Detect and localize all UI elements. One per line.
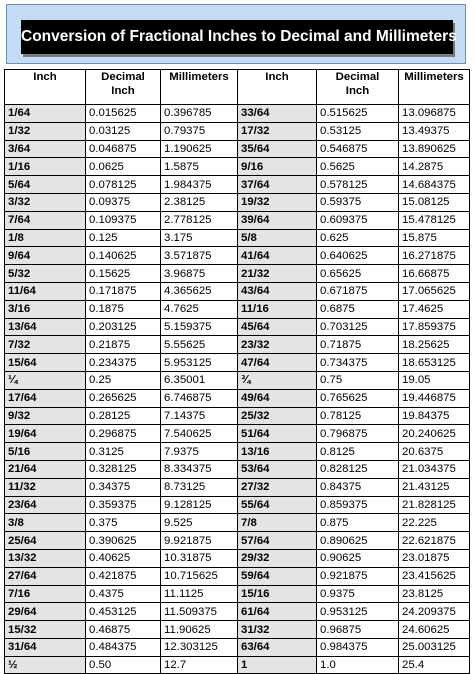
cell-decimal: 0.90625 bbox=[317, 549, 399, 567]
cell-decimal: 0.140625 bbox=[86, 247, 161, 265]
cell-decimal: 0.546875 bbox=[317, 140, 399, 158]
cell-decimal: 0.0625 bbox=[86, 158, 161, 176]
cell-inch: 29/64 bbox=[5, 603, 86, 621]
cell-inch: 3/64 bbox=[5, 140, 86, 158]
cell-mm: 20.240625 bbox=[399, 425, 470, 443]
cell-mm: 18.25625 bbox=[399, 336, 470, 354]
cell-mm: 3.96875 bbox=[161, 265, 238, 283]
cell-decimal: 0.3125 bbox=[86, 443, 161, 461]
cell-mm: 5.55625 bbox=[161, 336, 238, 354]
cell-inch: 37/64 bbox=[238, 176, 317, 194]
table-row bbox=[5, 585, 470, 603]
cell-decimal: 0.890625 bbox=[317, 532, 399, 550]
table-row bbox=[5, 603, 470, 621]
cell-inch: 19/64 bbox=[5, 425, 86, 443]
cell-inch: ¾ bbox=[238, 371, 317, 389]
table-row bbox=[5, 193, 470, 211]
cell-mm: 4.7625 bbox=[161, 300, 238, 318]
cell-mm: 15.875 bbox=[399, 229, 470, 247]
header-decimal-line1: Decimal bbox=[101, 71, 145, 83]
cell-decimal: 0.703125 bbox=[317, 318, 399, 336]
cell-mm: 16.66875 bbox=[399, 265, 470, 283]
cell-mm: 14.684375 bbox=[399, 176, 470, 194]
cell-mm: 11.509375 bbox=[161, 603, 238, 621]
cell-mm: 5.159375 bbox=[161, 318, 238, 336]
cell-decimal: 0.515625 bbox=[317, 105, 399, 123]
cell-mm: 4.365625 bbox=[161, 282, 238, 300]
cell-decimal: 0.234375 bbox=[86, 354, 161, 372]
cell-mm: 7.540625 bbox=[161, 425, 238, 443]
cell-decimal: 0.96875 bbox=[317, 621, 399, 639]
cell-inch: 27/32 bbox=[238, 478, 317, 496]
cell-decimal: 0.78125 bbox=[317, 407, 399, 425]
cell-mm: 13.890625 bbox=[399, 140, 470, 158]
cell-decimal: 0.375 bbox=[86, 514, 161, 532]
cell-decimal: 0.625 bbox=[317, 229, 399, 247]
table-row bbox=[5, 567, 470, 585]
cell-mm: 13.096875 bbox=[399, 105, 470, 123]
cell-inch: 17/64 bbox=[5, 389, 86, 407]
cell-decimal: 0.1875 bbox=[86, 300, 161, 318]
cell-mm: 6.35001 bbox=[161, 371, 238, 389]
cell-inch: 23/64 bbox=[5, 496, 86, 514]
cell-decimal: 0.453125 bbox=[86, 603, 161, 621]
cell-inch: 59/64 bbox=[238, 567, 317, 585]
cell-inch: 11/32 bbox=[5, 478, 86, 496]
cell-mm: 7.14375 bbox=[161, 407, 238, 425]
table-row bbox=[5, 265, 470, 283]
cell-inch: 21/64 bbox=[5, 460, 86, 478]
cell-mm: 16.271875 bbox=[399, 247, 470, 265]
cell-mm: 2.38125 bbox=[161, 193, 238, 211]
table-row bbox=[5, 211, 470, 229]
cell-inch: 3/16 bbox=[5, 300, 86, 318]
cell-inch: 51/64 bbox=[238, 425, 317, 443]
header-inch-right: Inch bbox=[238, 70, 317, 105]
table-row bbox=[5, 176, 470, 194]
cell-mm: 24.209375 bbox=[399, 603, 470, 621]
cell-inch: 3/32 bbox=[5, 193, 86, 211]
table-row bbox=[5, 443, 470, 461]
cell-decimal: 0.390625 bbox=[86, 532, 161, 550]
table-row bbox=[5, 478, 470, 496]
cell-mm: 22.225 bbox=[399, 514, 470, 532]
cell-inch: 7/16 bbox=[5, 585, 86, 603]
table-row bbox=[5, 460, 470, 478]
cell-mm: 9.128125 bbox=[161, 496, 238, 514]
cell-inch: 31/32 bbox=[238, 621, 317, 639]
header-decimal-right bbox=[317, 70, 399, 105]
table-row bbox=[5, 656, 470, 673]
cell-decimal: 0.578125 bbox=[317, 176, 399, 194]
table-row bbox=[5, 532, 470, 550]
cell-decimal: 0.40625 bbox=[86, 549, 161, 567]
cell-mm: 25.4 bbox=[399, 656, 470, 673]
cell-decimal: 0.765625 bbox=[317, 389, 399, 407]
cell-mm: 14.2875 bbox=[399, 158, 470, 176]
cell-inch: 13/64 bbox=[5, 318, 86, 336]
cell-inch: 3/8 bbox=[5, 514, 86, 532]
table-row bbox=[5, 638, 470, 656]
cell-inch: 7/64 bbox=[5, 211, 86, 229]
cell-decimal: 0.328125 bbox=[86, 460, 161, 478]
cell-decimal: 0.8125 bbox=[317, 443, 399, 461]
cell-inch: 27/64 bbox=[5, 567, 86, 585]
cell-decimal: 0.25 bbox=[86, 371, 161, 389]
cell-decimal: 1.0 bbox=[317, 656, 399, 673]
table-row bbox=[5, 549, 470, 567]
cell-decimal: 0.015625 bbox=[86, 105, 161, 123]
cell-inch: 13/32 bbox=[5, 549, 86, 567]
cell-inch: 5/32 bbox=[5, 265, 86, 283]
cell-mm: 5.953125 bbox=[161, 354, 238, 372]
table-row bbox=[5, 514, 470, 532]
cell-decimal: 0.265625 bbox=[86, 389, 161, 407]
cell-decimal: 0.84375 bbox=[317, 478, 399, 496]
cell-mm: 8.73125 bbox=[161, 478, 238, 496]
header-inch-left: Inch bbox=[5, 70, 86, 105]
table-row bbox=[5, 158, 470, 176]
cell-inch: 1/32 bbox=[5, 122, 86, 140]
cell-decimal: 0.6875 bbox=[317, 300, 399, 318]
cell-inch: 7/32 bbox=[5, 336, 86, 354]
cell-inch: 15/16 bbox=[238, 585, 317, 603]
cell-decimal: 0.65625 bbox=[317, 265, 399, 283]
cell-decimal: 0.921875 bbox=[317, 567, 399, 585]
cell-mm: 17.4625 bbox=[399, 300, 470, 318]
cell-mm: 15.478125 bbox=[399, 211, 470, 229]
cell-inch: 11/16 bbox=[238, 300, 317, 318]
cell-inch: 9/64 bbox=[5, 247, 86, 265]
cell-inch: 1/8 bbox=[5, 229, 86, 247]
table-row bbox=[5, 229, 470, 247]
cell-decimal: 0.796875 bbox=[317, 425, 399, 443]
cell-mm: 1.190625 bbox=[161, 140, 238, 158]
cell-inch: 5/64 bbox=[5, 176, 86, 194]
cell-mm: 24.60625 bbox=[399, 621, 470, 639]
cell-decimal: 0.9375 bbox=[317, 585, 399, 603]
header-decimal-line2: Inch bbox=[111, 85, 135, 97]
cell-inch: 29/32 bbox=[238, 549, 317, 567]
cell-mm: 0.79375 bbox=[161, 122, 238, 140]
cell-mm: 20.6375 bbox=[399, 443, 470, 461]
cell-mm: 1.5875 bbox=[161, 158, 238, 176]
cell-mm: 23.415625 bbox=[399, 567, 470, 585]
table-row bbox=[5, 122, 470, 140]
table-row bbox=[5, 318, 470, 336]
cell-decimal: 0.984375 bbox=[317, 638, 399, 656]
cell-inch: 61/64 bbox=[238, 603, 317, 621]
cell-mm: 12.303125 bbox=[161, 638, 238, 656]
cell-decimal: 0.609375 bbox=[317, 211, 399, 229]
cell-mm: 13.49375 bbox=[399, 122, 470, 140]
header-decimal-left bbox=[86, 70, 161, 105]
cell-inch: 13/16 bbox=[238, 443, 317, 461]
cell-decimal: 0.078125 bbox=[86, 176, 161, 194]
page-title: Conversion of Fractional Inches to Decimal and Millimeters bbox=[21, 20, 453, 54]
table-row bbox=[5, 105, 470, 123]
header-decimal-line2: Inch bbox=[345, 85, 370, 97]
table-header-row bbox=[5, 70, 470, 105]
cell-mm: 3.175 bbox=[161, 229, 238, 247]
cell-inch: 1 bbox=[238, 656, 317, 673]
cell-mm: 23.8125 bbox=[399, 585, 470, 603]
cell-mm: 17.065625 bbox=[399, 282, 470, 300]
cell-mm: 19.84375 bbox=[399, 407, 470, 425]
cell-mm: 22.621875 bbox=[399, 532, 470, 550]
cell-mm: 21.828125 bbox=[399, 496, 470, 514]
cell-inch: 45/64 bbox=[238, 318, 317, 336]
cell-inch: 57/64 bbox=[238, 532, 317, 550]
cell-inch: 9/32 bbox=[5, 407, 86, 425]
cell-mm: 17.859375 bbox=[399, 318, 470, 336]
cell-mm: 3.571875 bbox=[161, 247, 238, 265]
cell-mm: 19.05 bbox=[399, 371, 470, 389]
cell-inch: 35/64 bbox=[238, 140, 317, 158]
conversion-table bbox=[4, 69, 470, 674]
cell-decimal: 0.171875 bbox=[86, 282, 161, 300]
cell-inch: 53/64 bbox=[238, 460, 317, 478]
cell-decimal: 0.59375 bbox=[317, 193, 399, 211]
table-row bbox=[5, 282, 470, 300]
cell-mm: 9.921875 bbox=[161, 532, 238, 550]
cell-decimal: 0.75 bbox=[317, 371, 399, 389]
cell-mm: 11.90625 bbox=[161, 621, 238, 639]
cell-inch: 25/64 bbox=[5, 532, 86, 550]
cell-mm: 15.08125 bbox=[399, 193, 470, 211]
cell-decimal: 0.46875 bbox=[86, 621, 161, 639]
cell-mm: 21.034375 bbox=[399, 460, 470, 478]
cell-mm: 8.334375 bbox=[161, 460, 238, 478]
cell-decimal: 0.71875 bbox=[317, 336, 399, 354]
cell-decimal: 0.671875 bbox=[317, 282, 399, 300]
cell-decimal: 0.046875 bbox=[86, 140, 161, 158]
cell-decimal: 0.28125 bbox=[86, 407, 161, 425]
cell-decimal: 0.203125 bbox=[86, 318, 161, 336]
cell-decimal: 0.640625 bbox=[317, 247, 399, 265]
cell-inch: 31/64 bbox=[5, 638, 86, 656]
cell-mm: 1.984375 bbox=[161, 176, 238, 194]
cell-decimal: 0.21875 bbox=[86, 336, 161, 354]
table-row bbox=[5, 407, 470, 425]
cell-mm: 23.01875 bbox=[399, 549, 470, 567]
table-body bbox=[5, 105, 470, 674]
cell-mm: 0.396785 bbox=[161, 105, 238, 123]
cell-inch: 15/64 bbox=[5, 354, 86, 372]
cell-inch: ¼ bbox=[5, 371, 86, 389]
cell-decimal: 0.828125 bbox=[317, 460, 399, 478]
table-row bbox=[5, 247, 470, 265]
table-row bbox=[5, 371, 470, 389]
cell-inch: 19/32 bbox=[238, 193, 317, 211]
cell-inch: 63/64 bbox=[238, 638, 317, 656]
cell-mm: 11.1125 bbox=[161, 585, 238, 603]
cell-mm: 25.003125 bbox=[399, 638, 470, 656]
table-row bbox=[5, 425, 470, 443]
cell-mm: 10.715625 bbox=[161, 567, 238, 585]
cell-inch: 39/64 bbox=[238, 211, 317, 229]
cell-inch: 1/16 bbox=[5, 158, 86, 176]
cell-inch: 33/64 bbox=[238, 105, 317, 123]
table-row bbox=[5, 354, 470, 372]
cell-decimal: 0.484375 bbox=[86, 638, 161, 656]
cell-mm: 10.31875 bbox=[161, 549, 238, 567]
cell-inch: 15/32 bbox=[5, 621, 86, 639]
cell-inch: ½ bbox=[5, 656, 86, 673]
cell-decimal: 0.09375 bbox=[86, 193, 161, 211]
cell-inch: 9/16 bbox=[238, 158, 317, 176]
cell-decimal: 0.296875 bbox=[86, 425, 161, 443]
table-row bbox=[5, 621, 470, 639]
table-row bbox=[5, 140, 470, 158]
table-row bbox=[5, 389, 470, 407]
cell-decimal: 0.50 bbox=[86, 656, 161, 673]
cell-mm: 19.446875 bbox=[399, 389, 470, 407]
cell-inch: 49/64 bbox=[238, 389, 317, 407]
cell-inch: 21/32 bbox=[238, 265, 317, 283]
cell-decimal: 0.859375 bbox=[317, 496, 399, 514]
header-mm-right: Millimeters bbox=[399, 70, 470, 105]
cell-decimal: 0.875 bbox=[317, 514, 399, 532]
cell-mm: 9.525 bbox=[161, 514, 238, 532]
cell-inch: 47/64 bbox=[238, 354, 317, 372]
cell-mm: 18.653125 bbox=[399, 354, 470, 372]
cell-inch: 43/64 bbox=[238, 282, 317, 300]
table-row bbox=[5, 300, 470, 318]
cell-inch: 25/32 bbox=[238, 407, 317, 425]
cell-decimal: 0.421875 bbox=[86, 567, 161, 585]
cell-decimal: 0.109375 bbox=[86, 211, 161, 229]
cell-mm: 2.778125 bbox=[161, 211, 238, 229]
cell-decimal: 0.4375 bbox=[86, 585, 161, 603]
header-mm-left: Millimeters bbox=[161, 70, 238, 105]
cell-inch: 11/64 bbox=[5, 282, 86, 300]
cell-decimal: 0.734375 bbox=[317, 354, 399, 372]
cell-inch: 41/64 bbox=[238, 247, 317, 265]
cell-inch: 7/8 bbox=[238, 514, 317, 532]
cell-mm: 7.9375 bbox=[161, 443, 238, 461]
cell-decimal: 0.15625 bbox=[86, 265, 161, 283]
title-panel bbox=[6, 4, 466, 64]
cell-mm: 12.7 bbox=[161, 656, 238, 673]
cell-decimal: 0.125 bbox=[86, 229, 161, 247]
cell-mm: 6.746875 bbox=[161, 389, 238, 407]
cell-decimal: 0.53125 bbox=[317, 122, 399, 140]
cell-decimal: 0.34375 bbox=[86, 478, 161, 496]
cell-decimal: 0.359375 bbox=[86, 496, 161, 514]
cell-inch: 55/64 bbox=[238, 496, 317, 514]
cell-inch: 1/64 bbox=[5, 105, 86, 123]
header-decimal-line1: Decimal bbox=[335, 71, 380, 83]
cell-inch: 17/32 bbox=[238, 122, 317, 140]
table-row bbox=[5, 496, 470, 514]
cell-inch: 5/16 bbox=[5, 443, 86, 461]
cell-mm: 21.43125 bbox=[399, 478, 470, 496]
cell-inch: 23/32 bbox=[238, 336, 317, 354]
cell-decimal: 0.5625 bbox=[317, 158, 399, 176]
cell-inch: 5/8 bbox=[238, 229, 317, 247]
cell-decimal: 0.953125 bbox=[317, 603, 399, 621]
table-row bbox=[5, 336, 470, 354]
cell-decimal: 0.03125 bbox=[86, 122, 161, 140]
